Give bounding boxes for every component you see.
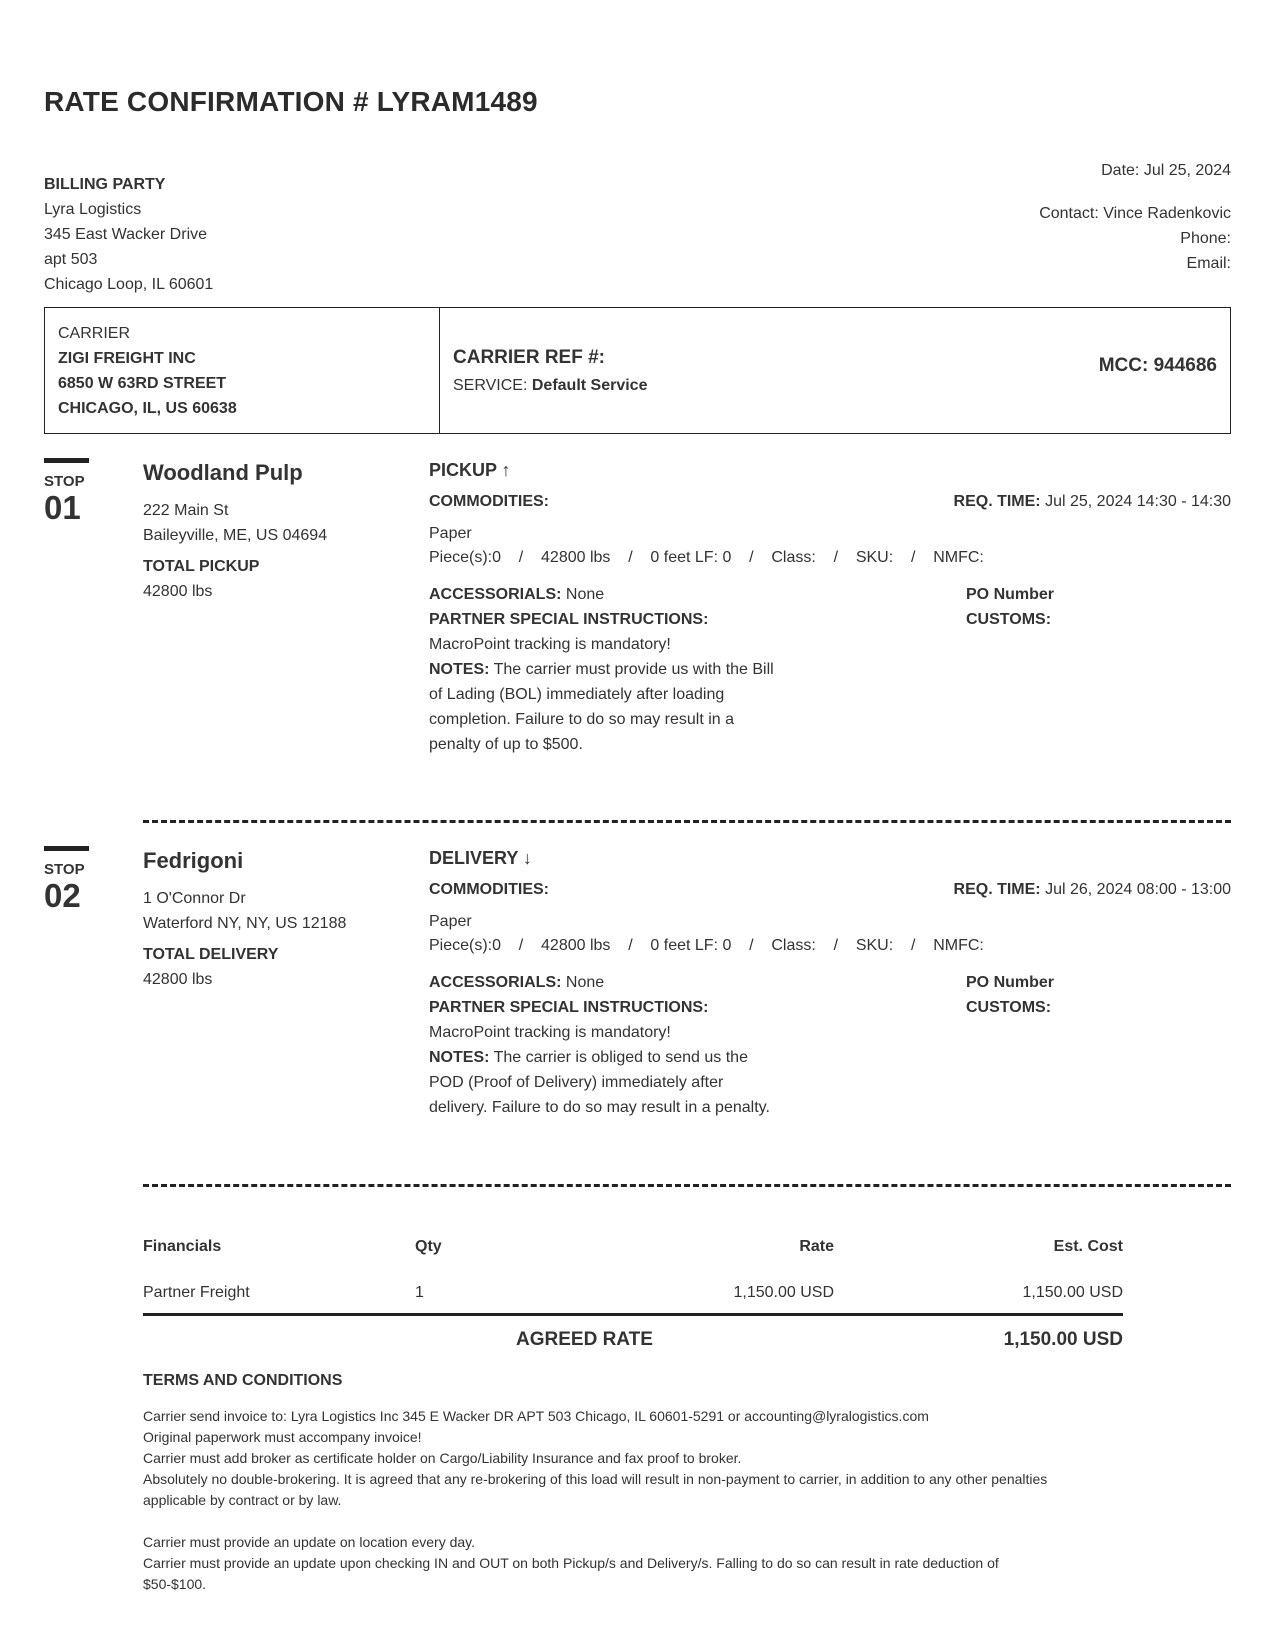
po-number-label: PO Number: [966, 586, 1055, 603]
stop-type: DELIVERY: [429, 848, 519, 868]
accessorials: [429, 582, 604, 607]
customs-label: CUSTOMS:: [966, 999, 1052, 1016]
stop-divider: [143, 820, 1231, 823]
stop-location: [143, 848, 413, 992]
terms-line: Carrier must provide an update on location every day.: [143, 1534, 476, 1550]
commodity-name: Paper: [429, 913, 472, 930]
req-time-value: Jul 25, 2024 14:30 - 14:30: [1045, 493, 1231, 510]
arrow-down-icon: ↓: [522, 848, 532, 868]
terms-line: Carrier must add broker as certificate holder on Cargo/Liability Insurance and fax proof to broker.: [143, 1450, 742, 1466]
terms-body: [143, 1406, 1143, 1595]
billing-name: Lyra Logistics: [44, 201, 142, 218]
line-item-name: Partner Freight: [143, 1284, 250, 1301]
terms-line: applicable by contract or by law.: [143, 1492, 342, 1508]
notes-line: POD (Proof of Delivery) immediately after: [429, 1074, 724, 1091]
rate-header: Rate: [799, 1238, 834, 1255]
line-item-qty: 1: [415, 1284, 424, 1301]
agreed-rate-value: 1,150.00 USD: [1003, 1329, 1123, 1350]
billing-address1: 345 East Wacker Drive: [44, 226, 208, 243]
contact-block: [1039, 158, 1231, 276]
terms-line: Original paperwork must accompany invoice!: [143, 1429, 422, 1445]
billing-party: [44, 172, 213, 297]
notes: [429, 657, 829, 757]
service-line: [453, 377, 647, 395]
po-number-label: PO Number: [966, 974, 1055, 991]
req-time-value: Jul 26, 2024 08:00 - 13:00: [1045, 881, 1231, 898]
notes-line: delivery. Failure to do so may result in a penalty.: [429, 1099, 770, 1116]
commodities-label: COMMODITIES:: [429, 881, 549, 898]
financials-header: Financials: [143, 1238, 222, 1255]
req-time: [954, 877, 1231, 902]
commodity-pieces: Piece(s):0 / 42800 lbs / 0 feet LF: 0 / Class: / SKU: / NMFC:: [429, 549, 984, 566]
location-address1: 222 Main St: [143, 502, 229, 519]
partner-instructions-label: PARTNER SPECIAL INSTRUCTIONS:: [429, 611, 709, 628]
total-value: 42800 lbs: [143, 583, 213, 600]
carrier-city: CHICAGO, IL, US 60638: [58, 400, 237, 417]
carrier-box: [44, 307, 1231, 434]
mcc-number: MCC: 944686: [1098, 355, 1217, 376]
accessorials-value: None: [565, 974, 605, 991]
carrier-street: 6850 W 63RD STREET: [58, 375, 227, 392]
accessorials-value: None: [565, 586, 605, 603]
service-label: SERVICE:: [453, 377, 528, 394]
billing-address2: apt 503: [44, 251, 98, 268]
arrow-up-icon: ↑: [501, 460, 511, 480]
accessorials: [429, 970, 604, 995]
location-address1: 1 O'Connor Dr: [143, 890, 246, 907]
location-name: Woodland Pulp: [143, 460, 303, 485]
est-cost-header: Est. Cost: [1053, 1238, 1123, 1255]
stop-label: STOP: [44, 473, 85, 490]
partner-instructions-text: MacroPoint tracking is mandatory!: [429, 636, 671, 653]
carrier-name: ZIGI FREIGHT INC: [58, 350, 196, 367]
stop-number: 01: [44, 489, 81, 526]
accessorials-label: ACCESSORIALS:: [429, 974, 562, 991]
notes-label: NOTES:: [429, 661, 490, 678]
terms-line: $50-$100.: [143, 1576, 207, 1592]
location-name: Fedrigoni: [143, 848, 244, 873]
req-time: [954, 489, 1231, 514]
carrier-info: [45, 308, 440, 433]
carrier-ref-label: CARRIER REF #:: [453, 347, 606, 368]
terms-line: Carrier must provide an update upon checking IN and OUT on both Pickup/s and Delivery/s. Falling to do so can result in rate deduction of: [143, 1555, 999, 1571]
customs-label: CUSTOMS:: [966, 611, 1052, 628]
terms-line: Absolutely no double-brokering. It is agreed that any re-brokering of this load will result in non-payment to carrier, in addition to any other penalties: [143, 1471, 1048, 1487]
accessorials-label: ACCESSORIALS:: [429, 586, 562, 603]
location-address2: Baileyville, ME, US 04694: [143, 527, 328, 544]
stop-label: STOP: [44, 861, 85, 878]
commodity-pieces: Piece(s):0 / 42800 lbs / 0 feet LF: 0 / Class: / SKU: / NMFC:: [429, 937, 984, 954]
carrier-details: [440, 308, 1230, 433]
stop-type: PICKUP: [429, 460, 498, 480]
stop-badge: [44, 458, 89, 526]
line-item-cost: 1,150.00 USD: [1022, 1284, 1123, 1301]
notes-line: of Lading (BOL) immediately after loading: [429, 686, 725, 703]
stop-number: 02: [44, 877, 81, 914]
terms-heading: TERMS AND CONDITIONS: [143, 1372, 343, 1389]
stop-bar: [44, 458, 89, 463]
total-value: 42800 lbs: [143, 971, 213, 988]
req-time-label: REQ. TIME:: [953, 493, 1041, 510]
contact-email: Email:: [1186, 255, 1231, 272]
notes-line: The carrier must provide us with the Bill: [493, 661, 774, 678]
contact-name: Contact: Vince Radenkovic: [1039, 205, 1231, 222]
stop-badge: [44, 846, 89, 914]
location-address2: Waterford NY, NY, US 12188: [143, 915, 347, 932]
stop-type-heading: [429, 848, 532, 869]
notes-line: The carrier is obliged to send us the: [493, 1049, 748, 1066]
terms-line: Carrier send invoice to: Lyra Logistics Inc 345 E Wacker DR APT 503 Chicago, IL 60601-5291 or accounting@lyralogistics.com: [143, 1408, 929, 1424]
total-label: TOTAL DELIVERY: [143, 946, 279, 963]
document-date: Date: Jul 25, 2024: [1101, 162, 1231, 179]
notes: [429, 1045, 829, 1120]
billing-heading: BILLING PARTY: [44, 176, 166, 193]
notes-line: completion. Failure to do so may result in a: [429, 711, 735, 728]
partner-instructions-text: MacroPoint tracking is mandatory!: [429, 1024, 671, 1041]
qty-header: Qty: [415, 1238, 442, 1255]
agreed-rate-label: AGREED RATE: [516, 1329, 653, 1350]
total-rule: [143, 1313, 1123, 1316]
carrier-label: CARRIER: [58, 325, 131, 342]
stop-divider: [143, 1184, 1231, 1187]
billing-city: Chicago Loop, IL 60601: [44, 276, 214, 293]
service-value: Default Service: [531, 377, 648, 394]
total-label: TOTAL PICKUP: [143, 558, 260, 575]
terms-spacer: [143, 1511, 1143, 1532]
line-item-rate: 1,150.00 USD: [733, 1284, 834, 1301]
document-title: RATE CONFIRMATION # LYRAM1489: [44, 86, 538, 117]
commodity-name: Paper: [429, 525, 472, 542]
req-time-label: REQ. TIME:: [953, 881, 1041, 898]
notes-line: penalty of up to $500.: [429, 736, 583, 753]
stop-location: [143, 460, 403, 604]
commodities-label: COMMODITIES:: [429, 493, 549, 510]
partner-instructions-label: PARTNER SPECIAL INSTRUCTIONS:: [429, 999, 709, 1016]
stop-type-heading: [429, 460, 510, 481]
notes-label: NOTES:: [429, 1049, 490, 1066]
contact-phone: Phone:: [1180, 230, 1231, 247]
stop-bar: [44, 846, 89, 851]
